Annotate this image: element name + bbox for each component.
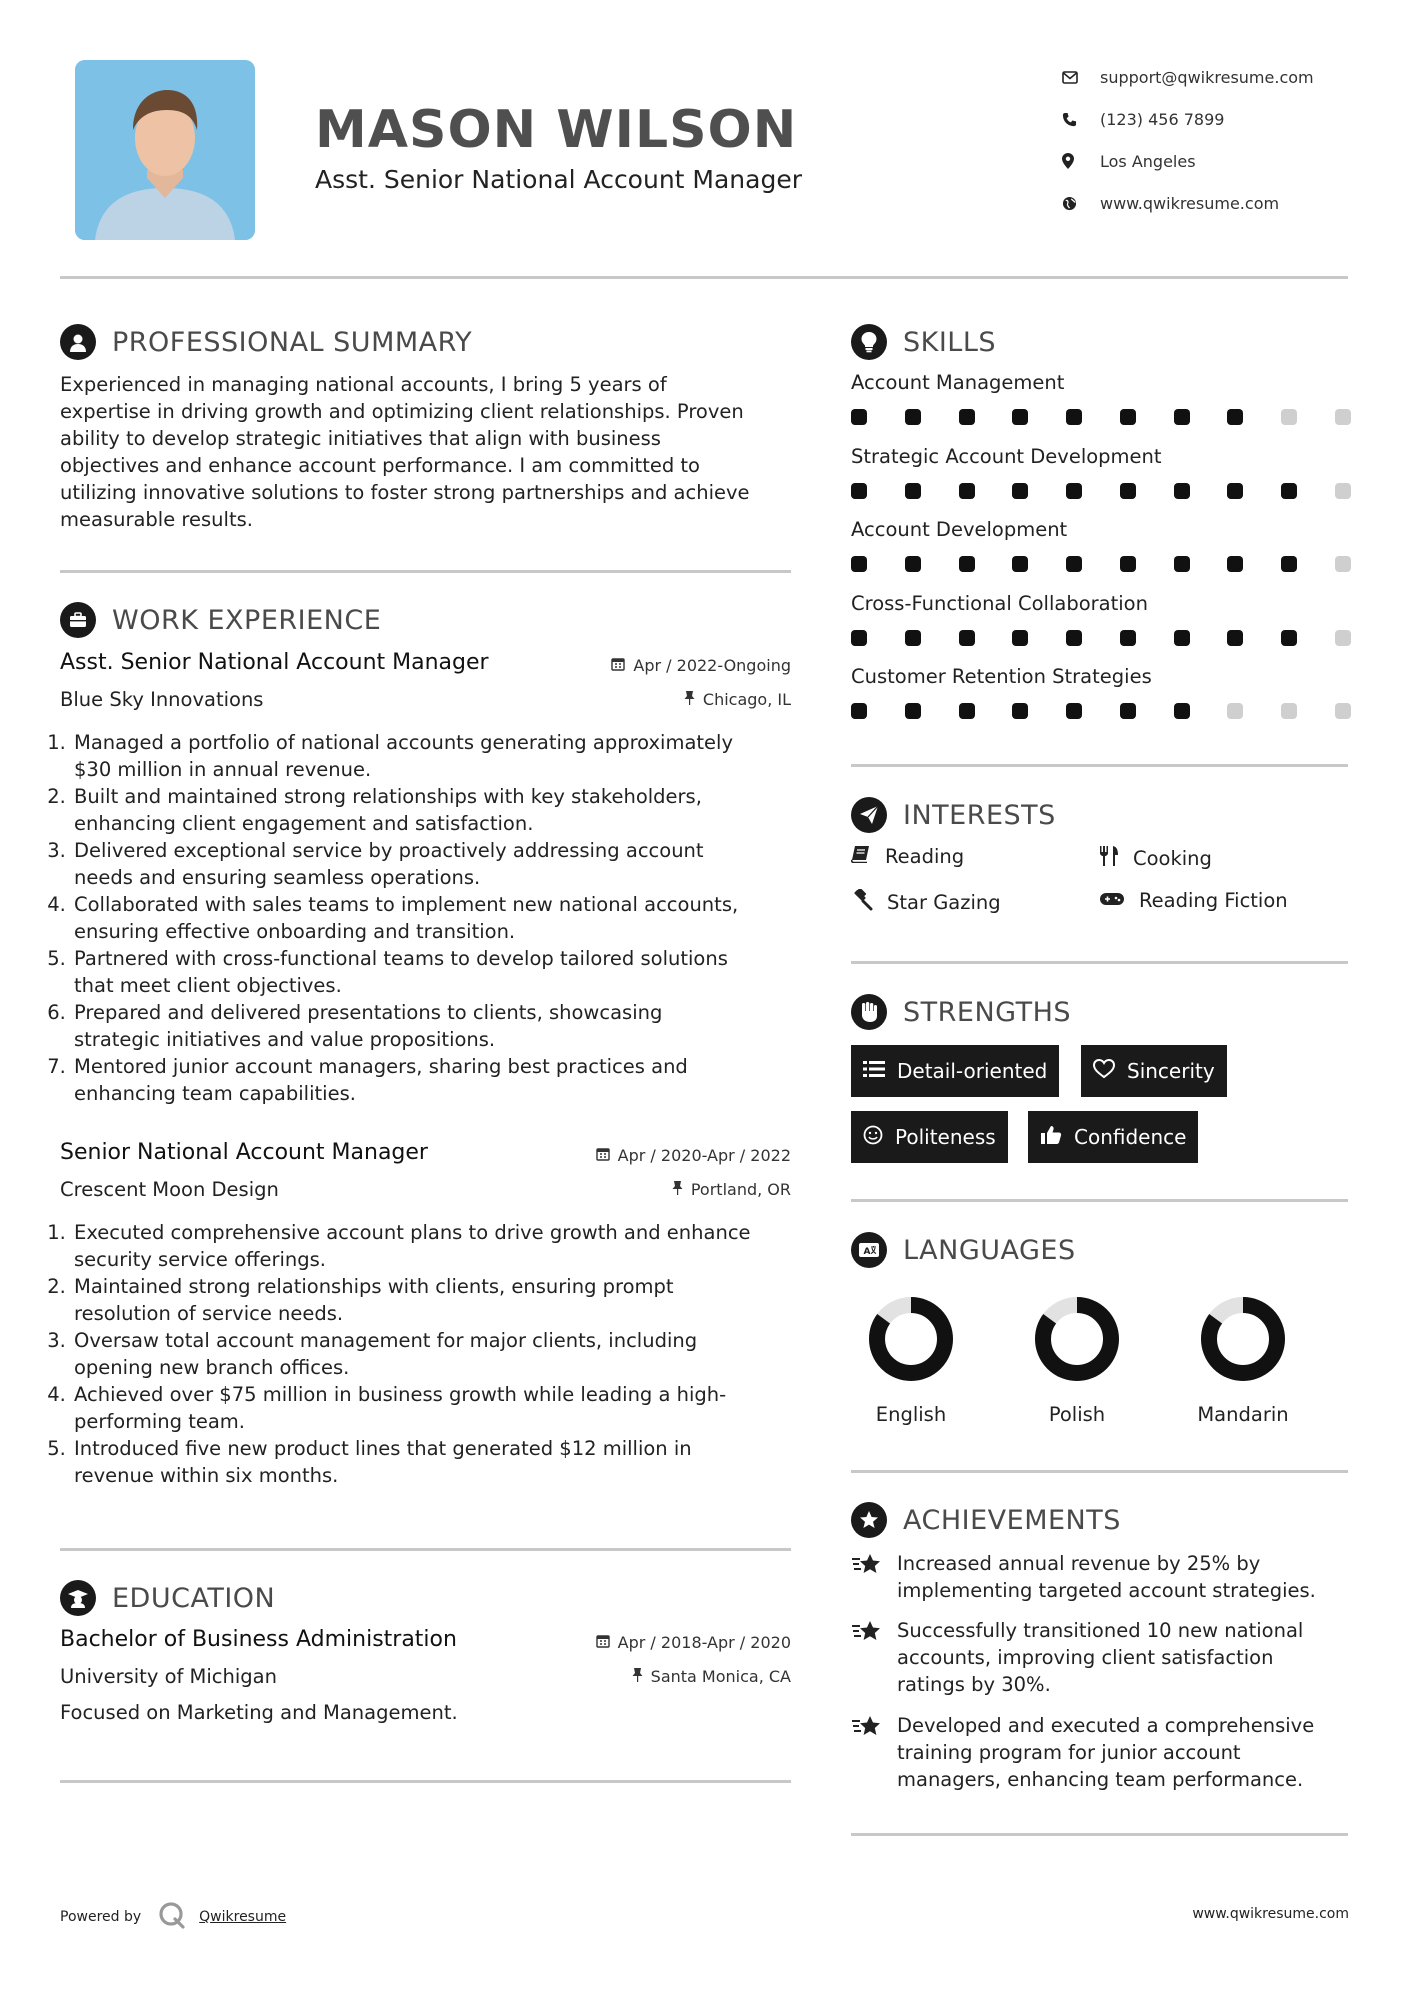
achievements-divider	[851, 1833, 1348, 1836]
strength-confidence	[1028, 1111, 1198, 1163]
website-link[interactable]: www.qwikresume.com	[1100, 193, 1280, 213]
education-divider	[60, 1780, 791, 1783]
strength-label: Politeness	[895, 1125, 996, 1149]
skills-title: SKILLS	[903, 326, 997, 358]
strengths-heading	[851, 994, 1071, 1030]
rating-dot-filled	[1174, 409, 1190, 425]
calendar-icon	[596, 1146, 610, 1165]
gamepad-icon	[1099, 889, 1139, 912]
svg-text:A: A	[863, 1247, 871, 1257]
job-date	[540, 656, 791, 675]
rating-dot-filled	[905, 556, 921, 572]
lightbulb-icon	[851, 324, 887, 360]
rating-dot-filled	[1120, 630, 1136, 646]
skill-name: Customer Retention Strategies	[851, 665, 1152, 688]
rating-dot-filled	[1066, 703, 1082, 719]
rating-dot-empty	[1335, 556, 1351, 572]
rating-dot-filled	[1227, 556, 1243, 572]
paper-plane-icon	[851, 797, 887, 833]
profile-photo	[75, 60, 255, 240]
rating-dot-filled	[851, 703, 867, 719]
summary-line: ability to develop strategic initiatives that align with business	[60, 427, 661, 450]
list-item: 4. Achieved over $75 million in business growth while leading a high- performing team.	[72, 1381, 799, 1435]
list-item: 6. Prepared and delivered presentations to clients, showcasing strategic initiatives and value propositions.	[72, 999, 799, 1053]
rating-dot-filled	[905, 703, 921, 719]
interests-heading	[851, 797, 1056, 833]
education-heading	[60, 1580, 275, 1616]
education-location-text: Santa Monica, CA	[650, 1667, 791, 1686]
interest-cooking	[1099, 845, 1212, 872]
rating-dot-empty	[1335, 483, 1351, 499]
qwikresume-link[interactable]: Qwikresume	[199, 1909, 287, 1925]
achievement-item: Successfully transitioned 10 new national accounts, improving client satisfaction ratings by 30%.	[851, 1617, 1348, 1698]
languages-title: LANGUAGES	[903, 1234, 1076, 1266]
interest-reading-fiction	[1099, 889, 1288, 912]
list-icon	[863, 1059, 885, 1083]
skill-rating	[851, 703, 1351, 719]
skill-name: Account Development	[851, 518, 1068, 541]
language-item	[841, 1293, 981, 1426]
skills-divider	[851, 764, 1348, 767]
strength-sincerity	[1081, 1045, 1227, 1097]
interest-star-gazing	[851, 889, 1001, 916]
rating-dot-filled	[1120, 556, 1136, 572]
language-icon	[851, 1232, 887, 1268]
language-label: Mandarin	[1197, 1403, 1289, 1426]
achievement-item: Developed and executed a comprehensive training program for junior account managers, enhancing team performance.	[851, 1712, 1348, 1793]
job-duties	[54, 729, 799, 1107]
phone-text: (123) 456 7899	[1100, 109, 1225, 129]
contact-info	[1062, 56, 1382, 224]
job-date-text: Apr / 2022-Ongoing	[633, 656, 791, 675]
rating-dot-filled	[1120, 409, 1136, 425]
summary-line: Experienced in managing national accounts, I bring 5 years of	[60, 373, 667, 396]
globe-icon	[1062, 196, 1100, 211]
skill-rating	[851, 483, 1351, 499]
job-date	[540, 1146, 791, 1165]
phone-icon	[1062, 112, 1100, 127]
language-donut	[865, 1293, 957, 1385]
footer-powered-by	[60, 1900, 286, 1934]
job-location-text: Portland, OR	[690, 1180, 791, 1199]
rating-dot-filled	[959, 409, 975, 425]
rating-dot-filled	[905, 630, 921, 646]
rating-dot-filled	[959, 483, 975, 499]
list-item: 1. Executed comprehensive account plans to drive growth and enhance security service offerings.	[72, 1219, 799, 1273]
rating-dot-filled	[1012, 483, 1028, 499]
achievements-title: ACHIEVEMENTS	[903, 1504, 1121, 1536]
rating-dot-empty	[1281, 703, 1297, 719]
skill-name: Strategic Account Development	[851, 444, 1162, 468]
language-label: Polish	[1048, 1403, 1106, 1426]
list-item: 7. Mentored junior account managers, sharing best practices and enhancing team capabilities.	[72, 1053, 799, 1107]
qwikresume-logo-icon	[157, 1900, 187, 1934]
rating-dot-filled	[1066, 556, 1082, 572]
interest-label: Reading	[885, 845, 965, 868]
thumbtack-icon	[672, 1180, 683, 1199]
heart-icon	[1093, 1059, 1115, 1084]
skill-rating	[851, 556, 1351, 572]
strengths-title: STRENGTHS	[903, 996, 1072, 1028]
list-item: 5. Introduced five new product lines that generated $12 million in revenue within six months.	[72, 1435, 799, 1489]
strength-detail-oriented	[851, 1045, 1059, 1097]
rating-dot-filled	[851, 556, 867, 572]
rating-dot-filled	[1281, 630, 1297, 646]
rating-dot-filled	[1227, 630, 1243, 646]
language-donut	[1031, 1293, 1123, 1385]
location-text: Los Angeles	[1100, 151, 1196, 171]
rating-dot-filled	[1227, 409, 1243, 425]
star-icon	[851, 1617, 897, 1698]
skill-name: Cross-Functional Collaboration	[851, 591, 1148, 615]
job-title: Senior National Account Manager	[60, 1140, 428, 1165]
rating-dot-filled	[1012, 630, 1028, 646]
email-link[interactable]: support@qwikresume.com	[1100, 67, 1314, 87]
rating-dot-filled	[959, 556, 975, 572]
thumbtack-icon	[632, 1667, 643, 1686]
interest-label: Cooking	[1133, 847, 1212, 870]
achievements-heading	[851, 1502, 1121, 1538]
candidate-title: Asst. Senior National Account Manager	[315, 165, 802, 194]
rating-dot-filled	[1281, 556, 1297, 572]
rating-dot-empty	[1227, 703, 1243, 719]
graduate-icon	[60, 1580, 96, 1616]
job-date-text: Apr / 2020-Apr / 2022	[617, 1146, 791, 1165]
languages-heading	[851, 1232, 1076, 1268]
thumbs-up-icon	[1040, 1125, 1062, 1150]
education-note: Focused on Marketing and Management.	[60, 1701, 458, 1724]
skills-heading	[851, 324, 996, 360]
skill-name: Account Management	[851, 371, 1065, 394]
education-location	[540, 1667, 791, 1686]
rating-dot-filled	[1066, 630, 1082, 646]
strength-label: Confidence	[1074, 1125, 1187, 1149]
footer-website-link[interactable]: www.qwikresume.com	[1192, 1906, 1349, 1922]
contact-phone	[1062, 98, 1382, 140]
work-divider	[60, 1548, 791, 1551]
header-divider	[60, 276, 1348, 279]
rating-dot-filled	[905, 483, 921, 499]
rating-dot-filled	[1174, 556, 1190, 572]
rating-dot-empty	[1335, 630, 1351, 646]
rating-dot-filled	[1066, 409, 1082, 425]
languages-divider	[851, 1470, 1348, 1473]
map-pin-icon	[1062, 153, 1100, 169]
list-item: 3. Oversaw total account management for major clients, including opening new branch offices.	[72, 1327, 799, 1381]
rating-dot-filled	[1227, 483, 1243, 499]
rating-dot-filled	[1120, 703, 1136, 719]
rating-dot-filled	[851, 630, 867, 646]
interest-reading	[851, 845, 964, 868]
strength-label: Detail-oriented	[897, 1059, 1048, 1083]
list-item: 3. Delivered exceptional service by proactively addressing account needs and ensuring seamless operations.	[72, 837, 799, 891]
summary-line: objectives and enhance account performance. I am committed to	[60, 454, 700, 477]
work-title: WORK EXPERIENCE	[112, 604, 382, 636]
list-item: 2. Built and maintained strong relationships with key stakeholders, enhancing client engagement and satisfaction.	[72, 783, 799, 837]
interests-title: INTERESTS	[903, 799, 1056, 831]
language-item	[1173, 1293, 1313, 1426]
rating-dot-empty	[1281, 409, 1297, 425]
list-item: 5. Partnered with cross-functional teams to develop tailored solutions that meet client objectives.	[72, 945, 799, 999]
language-item	[1007, 1293, 1147, 1426]
rating-dot-filled	[959, 630, 975, 646]
rating-dot-filled	[1120, 483, 1136, 499]
list-item: 4. Collaborated with sales teams to implement new national accounts, ensuring effective onboarding and transition.	[72, 891, 799, 945]
rating-dot-filled	[851, 409, 867, 425]
rating-dot-filled	[1012, 556, 1028, 572]
star-icon	[851, 1550, 897, 1604]
candidate-name: MASON WILSON	[315, 100, 798, 160]
summary-text	[60, 371, 800, 533]
summary-heading	[60, 324, 472, 360]
language-donut	[1197, 1293, 1289, 1385]
job-title: Asst. Senior National Account Manager	[60, 650, 489, 675]
summary-line: measurable results.	[60, 508, 253, 531]
skill-rating	[851, 409, 1351, 425]
rating-dot-filled	[1281, 483, 1297, 499]
book-icon	[851, 845, 885, 868]
school-name: University of Michigan	[60, 1665, 277, 1688]
job-company: Blue Sky Innovations	[60, 688, 264, 711]
job-company: Crescent Moon Design	[60, 1178, 279, 1201]
contact-email	[1062, 56, 1382, 98]
contact-location	[1062, 140, 1382, 182]
skill-rating	[851, 630, 1351, 646]
list-item: 2. Maintained strong relationships with clients, ensuring prompt resolution of service needs.	[72, 1273, 799, 1327]
user-icon	[60, 324, 96, 360]
briefcase-icon	[60, 602, 96, 638]
smile-icon	[863, 1125, 883, 1150]
summary-line: expertise in driving growth and optimizing client relationships. Proven	[60, 400, 744, 423]
calendar-icon	[596, 1633, 610, 1652]
calendar-icon	[611, 656, 625, 675]
gavel-icon	[851, 889, 887, 916]
job-location	[540, 690, 791, 709]
rating-dot-filled	[1174, 703, 1190, 719]
work-heading	[60, 602, 381, 638]
contact-website	[1062, 182, 1382, 224]
rating-dot-filled	[851, 483, 867, 499]
summary-line: utilizing innovative solutions to foster strong partnerships and achieve	[60, 481, 750, 504]
utensils-icon	[1099, 845, 1133, 872]
rating-dot-filled	[959, 703, 975, 719]
fist-icon	[851, 994, 887, 1030]
thumbtack-icon	[684, 690, 695, 709]
rating-dot-filled	[1066, 483, 1082, 499]
rating-dot-filled	[1174, 630, 1190, 646]
rating-dot-empty	[1335, 703, 1351, 719]
summary-title: PROFESSIONAL SUMMARY	[112, 326, 473, 358]
degree-title: Bachelor of Business Administration	[60, 1627, 457, 1652]
strengths-divider	[851, 1199, 1348, 1202]
education-date-text: Apr / 2018-Apr / 2020	[617, 1633, 791, 1652]
interest-label: Star Gazing	[887, 891, 1001, 914]
strength-politeness	[851, 1111, 1008, 1163]
education-title: EDUCATION	[112, 1582, 276, 1614]
job-duties	[54, 1219, 799, 1489]
rating-dot-filled	[1174, 483, 1190, 499]
star-icon	[851, 1712, 897, 1793]
strength-label: Sincerity	[1127, 1059, 1215, 1083]
rating-dot-filled	[1012, 409, 1028, 425]
job-location	[540, 1180, 791, 1199]
interest-label: Reading Fiction	[1139, 889, 1288, 912]
rating-dot-filled	[905, 409, 921, 425]
interests-divider	[851, 961, 1348, 964]
rating-dot-empty	[1335, 409, 1351, 425]
achievement-item: Increased annual revenue by 25% by implementing targeted account strategies.	[851, 1550, 1348, 1604]
list-item: 1. Managed a portfolio of national accounts generating approximately $30 million in annual revenue.	[72, 729, 799, 783]
language-label: English	[875, 1403, 947, 1426]
summary-divider	[60, 570, 791, 573]
star-badge-icon	[851, 1502, 887, 1538]
job-location-text: Chicago, IL	[702, 690, 791, 709]
powered-by-text: Powered by	[60, 1909, 142, 1925]
rating-dot-filled	[1012, 703, 1028, 719]
education-date	[540, 1633, 791, 1652]
envelope-icon	[1062, 71, 1100, 84]
